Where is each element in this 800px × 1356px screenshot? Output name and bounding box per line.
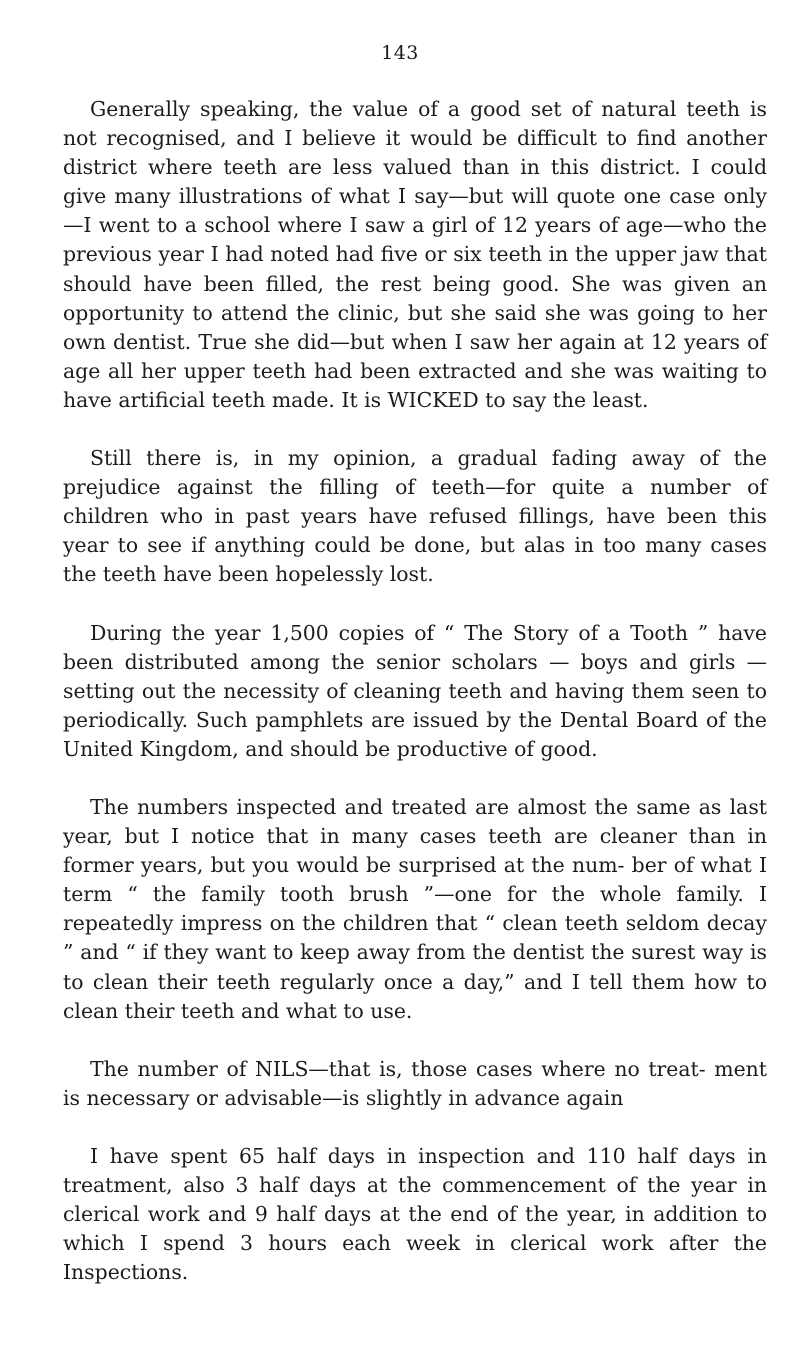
paragraph-numbers-inspected: The numbers inspected and treated are almost the same as last year, but I notice that in many cases teeth are cleaner than in former years, but you would be surprised at the num- ber of what I term “ the family tooth brush ”—one for the whole family. I repeatedly impress on the children that “ clean teeth seldom decay ” and “ if they want to keep away from the dentist the surest way is to clean their teeth regularly once a day,” and I tell them how to clean their teeth and what to use. bbox=[63, 794, 767, 1023]
paragraph-half-days: I have spent 65 half days in inspection and 110 half days in treatment, also 3 half days at the commencement of the year in clerical work and 9 half days at the end of the year, in addition to which I spend 3 hours each week in clerical work after the Inspections. bbox=[63, 1143, 767, 1285]
paragraph-story-of-a-tooth: During the year 1,500 copies of “ The Story of a Tooth ” have been distributed among the senior scholars — boys and girls — setting out the necessity of cleaning teeth and having them seen to periodically. Such pamphlets are issued by the Dental Board of the United Kingdom, and should be productive of good. bbox=[63, 620, 767, 761]
page-number: 143 bbox=[381, 42, 419, 64]
paragraph-fading-prejudice: Still there is, in my opinion, a gradual fading away of the prejudice against the filling of teeth—for quite a number of children who in past years have refused fillings, have been this year to see if anything could be done, but alas in too many cases the teeth have been hopelessly lost. bbox=[63, 446, 767, 587]
paragraph-value-of-teeth: Generally speaking, the value of a good set of natural teeth is not recognised, and I believe it would be difficult to find another district where teeth are less valued than in this district. I could give many illustrations of what I say—but will quote one case only—I went to a school where I saw a girl of 12 years of age—who the previous year I had noted had five or six teeth in the upper jaw that should have been filled, the rest being good. She was given an opportunity to attend the clinic, but she said she was going to her own dentist. True she did—but when I saw her again at 12 years of age all her upper teeth had been extracted and she was waiting to have artificial teeth made. It is WICKED to say the least. bbox=[63, 97, 767, 412]
body-text bbox=[63, 95, 767, 1287]
paragraph-nils: The number of NILS—that is, those cases where no treat- ment is necessary or advisable—is slightly in advance again bbox=[63, 1056, 767, 1110]
